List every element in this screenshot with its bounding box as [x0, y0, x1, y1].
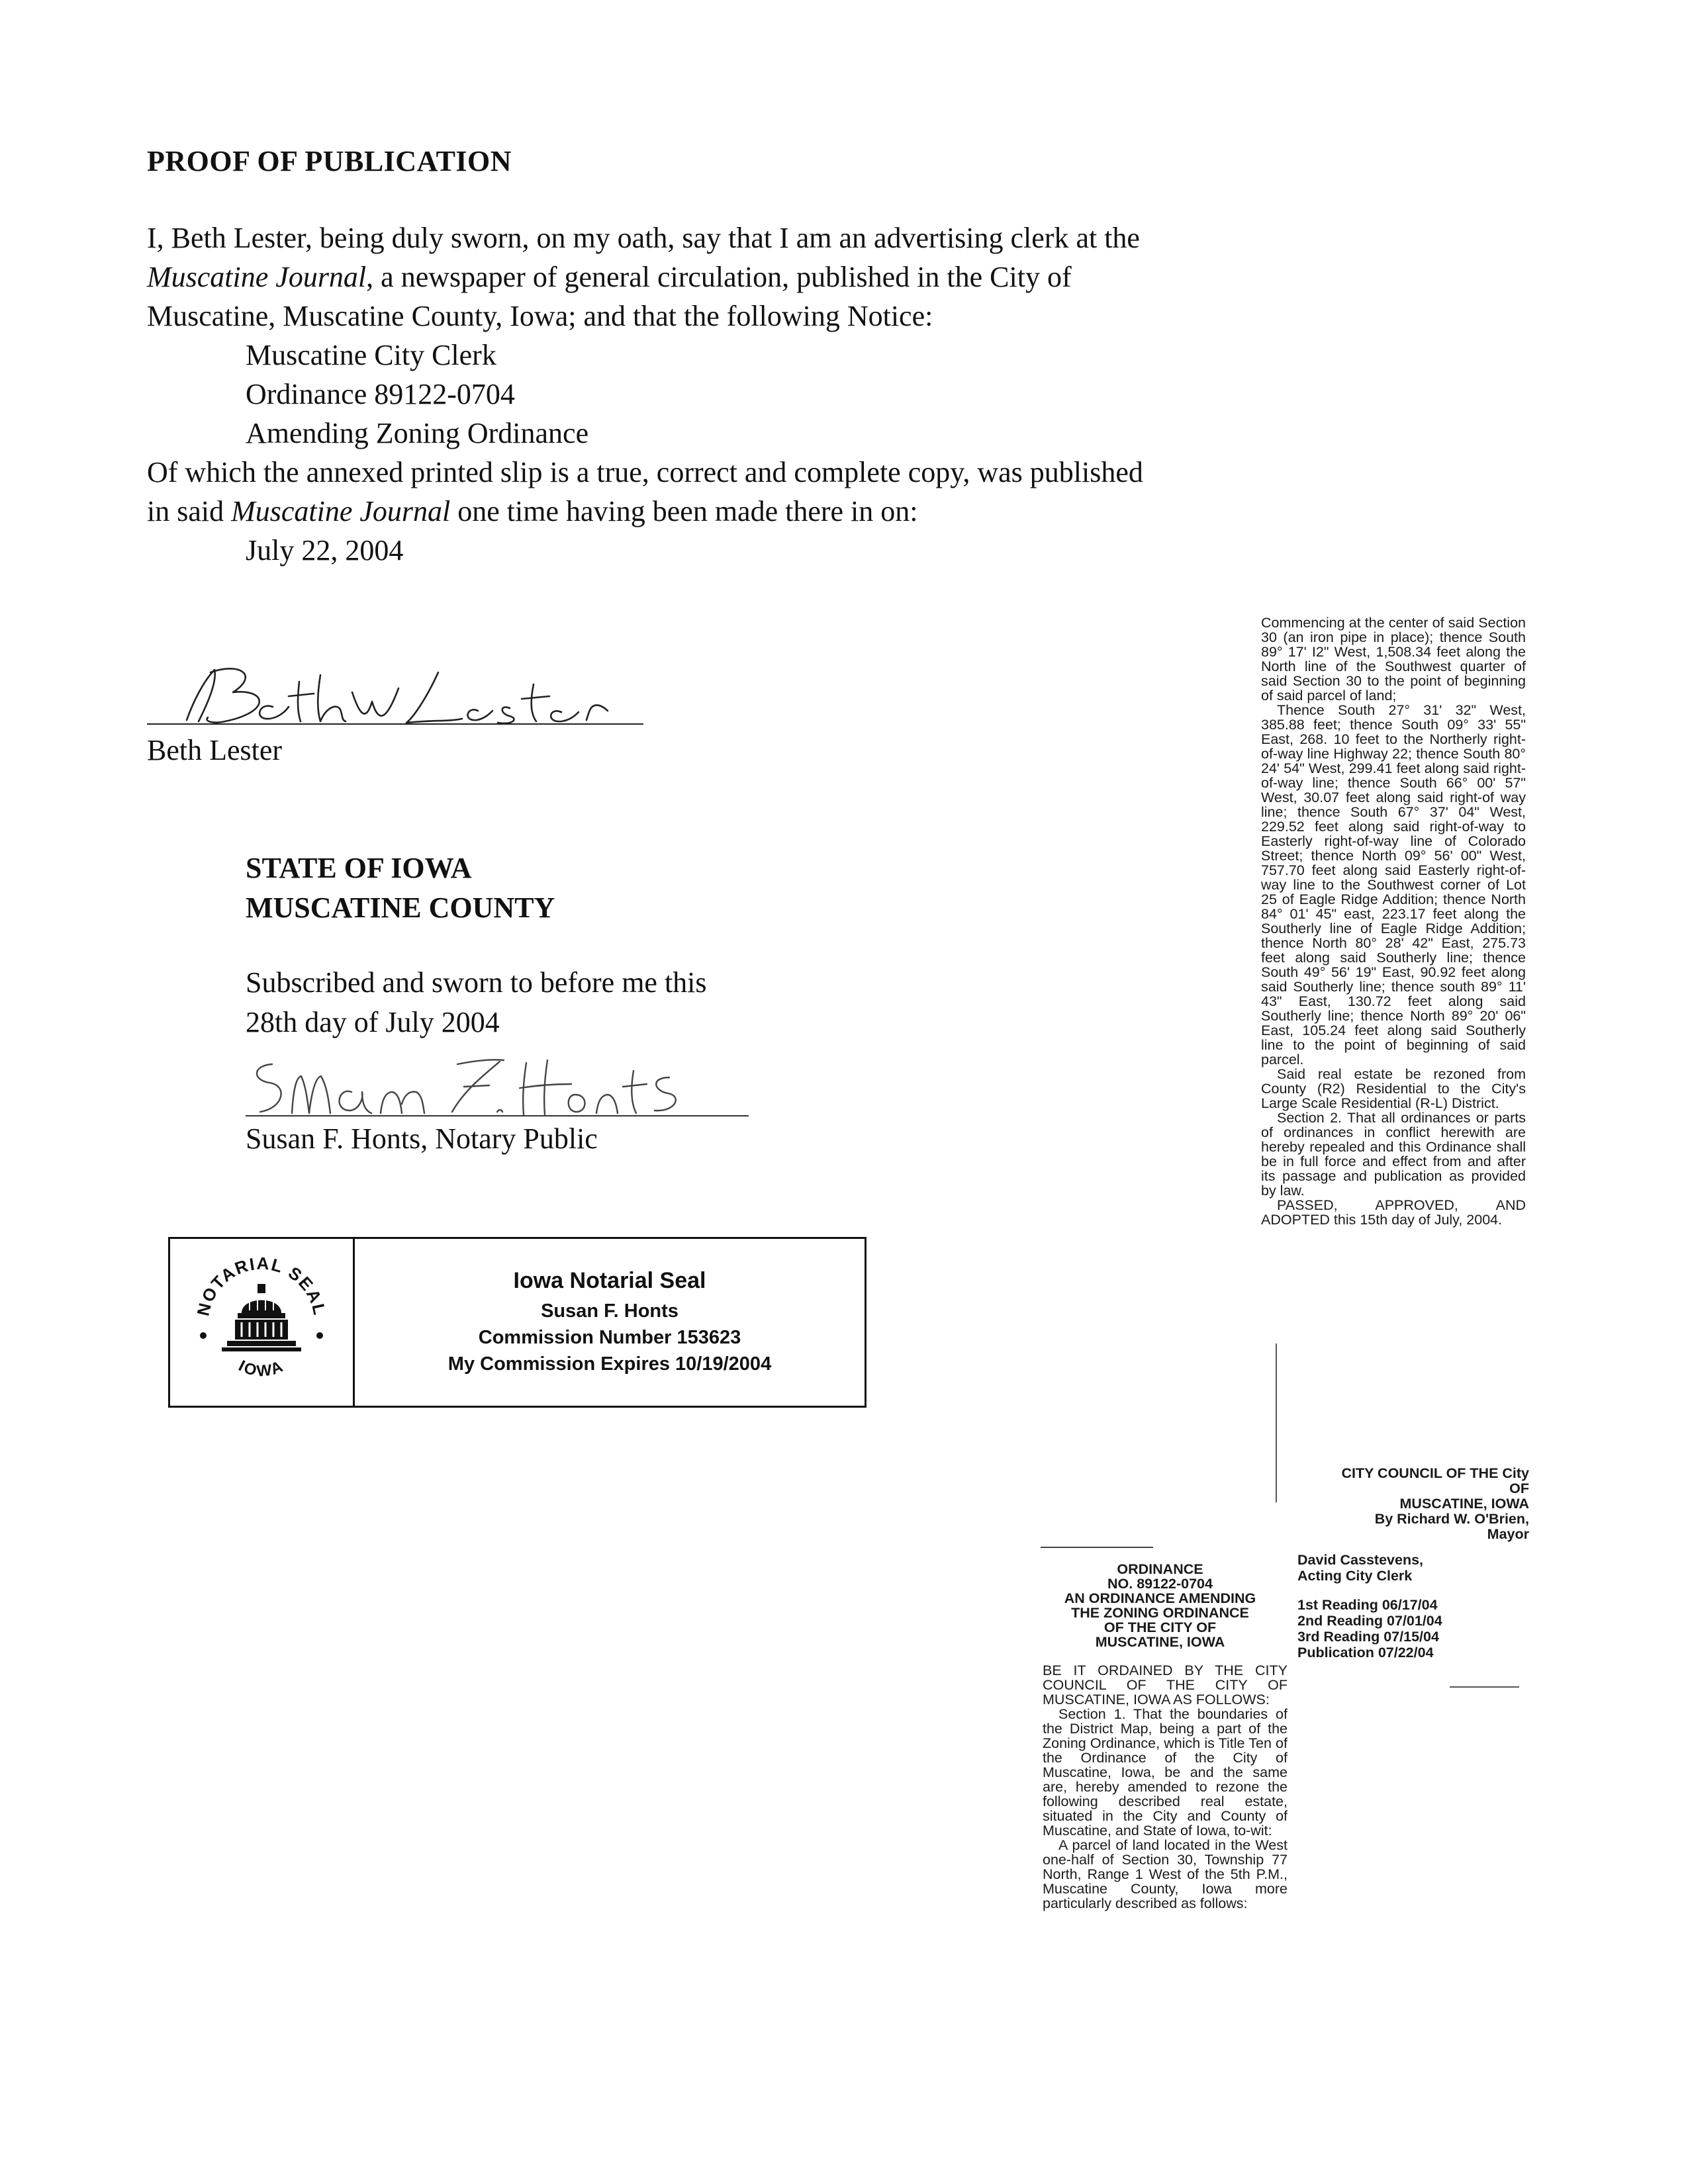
reading-line: 3rd Reading 07/15/04 [1297, 1629, 1439, 1645]
oath-line-5 [147, 492, 1312, 531]
clerk-and-readings-block [1297, 1552, 1523, 1661]
seal-title: Iowa Notarial Seal [513, 1267, 706, 1293]
venue-block [246, 848, 555, 928]
ordinance-body [1043, 1663, 1288, 1911]
publication-date: July 22, 2004 [246, 534, 404, 567]
ordinance-paragraph: Section 1. That the boundaries of the District Map, being a part of the Zoning Ordinance, which is Title Ten of the Ordinance of the City of Muscatine, Iowa, be and the same are, hereby amended to rezone the following described real estate, situated in the City and County of Muscatine, and State of Iowa, to-wit: [1043, 1706, 1288, 1839]
clipping-paragraph: Commencing at the center of said Section 30 (an iron pipe in place); thence South 89° 17' I2" West, 1,508.34 feet along the North line of the Southwest quarter of said Section 30 to the point of beginning of said parcel of land; [1261, 615, 1526, 704]
clipping-legal-description [1261, 615, 1526, 1227]
oath-line-3: Muscatine, Muscatine County, Iowa; and that the following Notice: [147, 300, 933, 332]
jurat-statement [246, 963, 707, 1042]
notary-name: Susan F. Honts, Notary Public [246, 1122, 598, 1155]
ordinance-heading-line: NO. 89122-0704 [1107, 1576, 1213, 1592]
clipping-paragraph: Said real estate be rezoned from County (R2) Residential to the City's Large Scale Residential (R-L) District. [1261, 1066, 1526, 1111]
oath-line-5-pre: in said [147, 495, 232, 527]
ordinance-heading [1043, 1562, 1278, 1649]
affiant-name: Beth Lester [147, 734, 283, 766]
publication-name: Muscatine Journal [147, 261, 367, 293]
seal-notary-name: Susan F. Honts [541, 1300, 679, 1322]
oath-line-2 [147, 257, 1312, 296]
council-line: CITY COUNCIL OF THE City [1341, 1465, 1529, 1481]
county-heading: MUSCATINE COUNTY [246, 891, 555, 924]
seal-commission-number: Commission Number 153623 [478, 1326, 741, 1348]
notarial-seal-stamp [168, 1237, 867, 1408]
jurat-line-2: 28th day of July 2004 [246, 1006, 500, 1038]
council-line: Mayor [1487, 1526, 1529, 1542]
council-line: By Richard W. O'Brien, [1374, 1511, 1529, 1527]
notice-line: Amending Zoning Ordinance [246, 417, 589, 449]
council-signature-block [1261, 1466, 1529, 1542]
clerk-line: Acting City Clerk [1297, 1568, 1413, 1584]
oath-statement [147, 218, 1312, 570]
ordinance-heading-line: THE ZONING ORDINANCE [1071, 1605, 1249, 1621]
clipping-rule-top [1041, 1547, 1153, 1548]
seal-details [355, 1239, 865, 1406]
oath-line-4: Of which the annexed printed slip is a true, correct and complete copy, was published [147, 456, 1143, 488]
reading-line: 1st Reading 06/17/04 [1297, 1597, 1438, 1613]
capitol-dome-icon [189, 1250, 334, 1395]
jurat-line-1: Subscribed and sworn to before me this [246, 966, 707, 999]
ordinance-heading-line: MUSCATINE, IOWA [1095, 1634, 1225, 1650]
clipping-rule-end [1450, 1686, 1519, 1688]
clipping-paragraph: PASSED, APPROVED, AND ADOPTED this 15th day of July, 2004. [1261, 1197, 1526, 1228]
reading-line: 2nd Reading 07/01/04 [1297, 1613, 1442, 1629]
notice-line: Muscatine City Clerk [246, 339, 496, 371]
affiant-signature [147, 655, 643, 735]
reading-line: Publication 07/22/04 [1297, 1645, 1434, 1661]
seal-expiration: My Commission Expires 10/19/2004 [447, 1353, 772, 1375]
clerk-line: David Casstevens, [1297, 1552, 1424, 1568]
oath-line-2-rest: , a newspaper of general circulation, published in the City of [366, 261, 1072, 293]
ordinance-heading-line: AN ORDINANCE AMENDING [1064, 1590, 1256, 1606]
publication-name-2: Muscatine Journal [231, 495, 451, 527]
oath-line-5-post: one time having been made there in on: [450, 495, 918, 527]
spacer [1297, 1584, 1523, 1597]
notary-signature [246, 1051, 749, 1124]
council-line: OF [1509, 1480, 1529, 1496]
svg-text:IOWA: IOWA [235, 1357, 287, 1381]
notice-line: Ordinance 89122-0704 [246, 378, 515, 410]
svg-text:NOTARIAL SEAL: NOTARIAL SEAL [193, 1253, 330, 1318]
seal-emblem [170, 1239, 355, 1406]
ordinance-heading-line: ORDINANCE [1117, 1561, 1203, 1577]
ordinance-heading-line: OF THE CITY OF [1103, 1619, 1217, 1635]
council-line: MUSCATINE, IOWA [1399, 1496, 1529, 1512]
document-title: PROOF OF PUBLICATION [147, 145, 512, 177]
state-heading: STATE OF IOWA [246, 852, 472, 884]
ordinance-paragraph: A parcel of land located in the West one-half of Section 30, Township 77 North, Range 1 West of the 5th P.M., Muscatine County, Iowa more particularly described as follows: [1043, 1837, 1288, 1911]
oath-line-1: I, Beth Lester, being duly sworn, on my oath, say that I am an advertising clerk at the [147, 222, 1140, 254]
ordinance-paragraph: BE IT ORDAINED BY THE CITY COUNCIL OF THE CITY OF MUSCATINE, IOWA AS FOLLOWS: [1043, 1662, 1288, 1707]
clipping-paragraph: Section 2. That all ordinances or parts of ordinances in conflict herewith are hereby repealed and this Ordinance shall be in full force and effect from and after its passage and publication as provided by law. [1261, 1110, 1526, 1199]
clipping-paragraph: Thence South 27° 31' 32" West, 385.88 feet; thence South 09° 33' 55" East, 268. 10 feet to the Northerly right-of-way line Highway 22; thence South 80° 24' 54" West, 299.41 feet along said right-of-way line; thence South 66° 00' 57" West, 30.07 feet along said right-of way line; thence South 67° 37' 04" West, 229.52 feet along said right-of-way to Easterly right-of-way line of Colorado Street; thence North 09° 56' 00" West, 757.70 feet along said Easterly right-of-way line to the Southwest corner of Lot 25 of Eagle Ridge Addition; thence North 84° 01' 45" east, 223.17 feet along the Southerly line of Eagle Ridge Addition; thence North 80° 28' 42" East, 275.73 feet along said Southerly line; thence South 49° 56' 19" East, 90.92 feet along said Southerly line; thence south 89° 11' 43" East, 130.72 feet along said Southerly line; thence North 89° 20' 06" East, 105.24 feet along said Southerly line to the point of beginning of said parcel. [1261, 702, 1526, 1068]
